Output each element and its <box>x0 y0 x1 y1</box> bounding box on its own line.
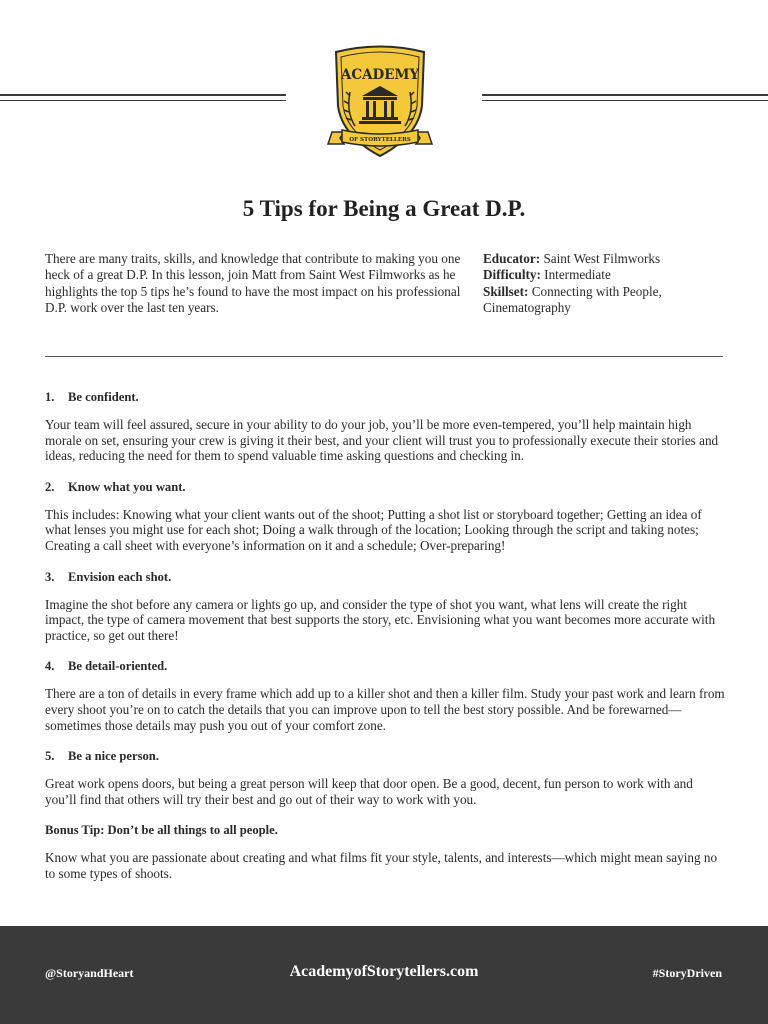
difficulty-line <box>483 267 723 283</box>
tip-body: This includes: Knowing what your client wants out of the shoot; Putting a shot list or storyboard together; Getting an idea of what lenses you might use for each shot; Doing a walk through of the location; Looking through the script and taking notes; Creating a call sheet with everyone’s information on it and a schedule; Over-preparing! <box>45 506 702 553</box>
tip-number: 4. <box>45 659 55 674</box>
bonus-tip-body: Know what you are passionate about creating and what films fit your style, talents, and interests—which might mean saying no to some types of shoots. <box>45 850 718 881</box>
logo-top-text: ACADEMY <box>340 67 420 83</box>
educator-line <box>483 251 723 267</box>
logo-ribbon-text: OF STORYTELLERS <box>349 137 411 143</box>
educator-value: Saint West Filmworks <box>543 251 661 266</box>
tip-number: 3. <box>45 569 55 584</box>
tip-heading <box>45 658 725 674</box>
tips-list <box>45 389 725 897</box>
lesson-meta <box>483 251 723 316</box>
header-rule-right <box>482 94 768 102</box>
skillset-line <box>483 284 723 317</box>
social-handle-link[interactable]: @StoryandHeart <box>45 966 134 980</box>
hashtag-link[interactable]: #StoryDriven <box>652 966 722 980</box>
skillset-value: Connecting with People, Cinematography <box>483 283 662 315</box>
skillset-label: Skillset: <box>483 283 529 299</box>
difficulty-value: Intermediate <box>544 267 611 283</box>
tip-heading <box>45 479 725 495</box>
intro-paragraph: There are many traits, skills, and knowledge that contribute to making you one heck of a great D.P. In this lesson, join Matt from Saint West Filmworks as he highlights the top 5 tips he’s found to have the most impact on his professional D.P. work over the last ten years. <box>45 251 461 315</box>
tip-heading <box>45 748 725 764</box>
tip-heading-text: Be confident. <box>68 390 139 404</box>
tip-number: 2. <box>45 479 55 494</box>
tip-number: 5. <box>45 749 55 764</box>
tip-body: Your team will feel assured, secure in your ability to do your job, you’ll be more even-tempered, you’ll help maintain high morale on set, ensuring your crew is giving it their best, and your client will trust you to professionally execute their stories and ideas, reducing the need for them to spend valuable time asking questions and checking in. <box>45 417 719 464</box>
tip-heading-text: Be a nice person. <box>68 749 159 764</box>
tip-body: There are a ton of details in every frame which add up to a killer shot and then a killer film. Study your past work and learn from every shoot you’re on to catch the details that you can improve upon to tell the best story possible. And be forewarned—sometimes those details may push you out of your comfort zone. <box>45 686 725 733</box>
bonus-tip-heading: Bonus Tip: Don’t be all things to all people. <box>45 823 278 838</box>
tip-heading <box>45 569 725 585</box>
website-link[interactable]: AcademyofStorytellers.com <box>289 963 479 980</box>
difficulty-label: Difficulty: <box>483 267 541 283</box>
educator-label: Educator: <box>483 251 541 266</box>
academy-shield-logo <box>322 44 438 160</box>
tip-body: Imagine the shot before any camera or lights go up, and consider the type of shot you want, what lens will create the right impact, the type of camera movement that best supports the story, etc. Envisioning what you want becomes more accurate with practice, so get out there! <box>45 596 716 643</box>
tip-body: Great work opens doors, but being a great person will keep that door open. Be a good, decent, fun person to work with and you’ll find that others will try their best and go out of their way to work with you. <box>45 776 693 807</box>
tip-number: 1. <box>45 390 55 404</box>
tip-heading-text: Envision each shot. <box>68 569 172 584</box>
section-divider <box>45 356 723 357</box>
footer-bar <box>0 926 768 1024</box>
tip-heading-text: Know what you want. <box>68 479 186 494</box>
header-rule-left <box>0 94 286 102</box>
page-title: 5 Tips for Being a Great D.P. <box>242 196 526 221</box>
tip-heading <box>45 389 725 405</box>
tip-heading-text: Be detail-oriented. <box>68 659 168 674</box>
